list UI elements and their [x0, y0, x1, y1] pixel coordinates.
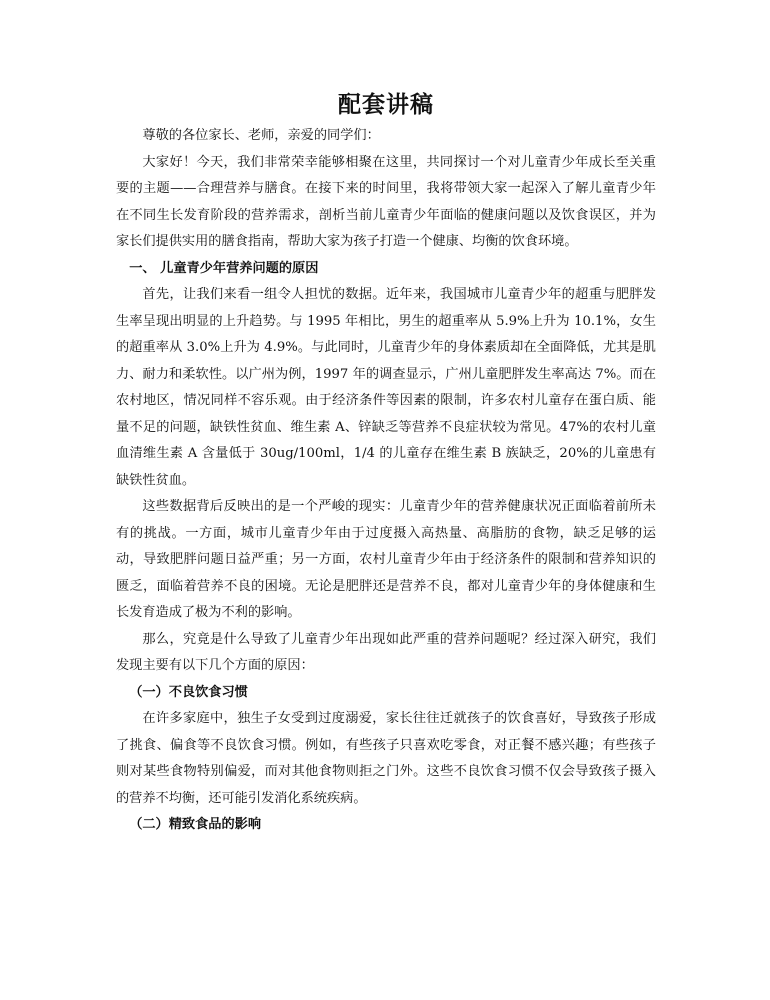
intro-paragraph: 大家好！今天，我们非常荣幸能够相聚在这里，共同探讨一个对儿童青少年成长至关重要的主题——合理营养与膳食。在接下来的时间里，我将带领大家一起深入了解儿童青少年在不同生长发育阶段的营养需求，剖析当前儿童青少年面临的健康问题以及饮食误区，并为家长们提供实用的膳食指南，帮助大家为孩子打造一个健康、均衡的饮食环境。 — [116, 154, 656, 249]
subsection-1-heading: （一）不良饮食习惯 — [129, 684, 248, 700]
document-page — [116, 88, 656, 839]
section-1-paragraph-3: 那么，究竟是什么导致了儿童青少年出现如此严重的营养问题呢？经过深入研究，我们发现主要有以下几个方面的原因： — [116, 631, 656, 673]
document-title: 配套讲稿 — [338, 91, 434, 118]
section-1-paragraph-1: 首先，让我们来看一组令人担忧的数据。近年来，我国城市儿童青少年的超重与肥胖发生率呈现出明显的上升趋势。与 1995 年相比，男生的超重率从 5.9%上升为 10.1%，女生的超重率从 3.0%上升为 4.9%。与此同时，儿童青少年的身体素质却在全面降低，尤其是肌力、耐力和柔软性。以广州为例，1997 年的调查显示，广州儿童肥胖发生率高达 7%。而在农村地区，情况同样不容乐观。由于经济条件等因素的限制，许多农村儿童存在蛋白质、能量不足的问题，缺铁性贫血、维生素 A、锌缺乏等营养不良症状较为常见。47%的农村儿童血清维生素 A 含量低于 30ug/100ml，1/4 的儿童存在维生素 B 族缺乏，20%的儿童患有缺铁性贫血。 — [116, 287, 656, 488]
subsection-2-heading: （二）精致食品的影响 — [129, 817, 262, 832]
section-1-paragraph-2: 这些数据背后反映出的是一个严峻的现实：儿童青少年的营养健康状况正面临着前所未有的挑战。一方面，城市儿童青少年由于过度摄入高热量、高脂肪的食物，缺乏足够的运动，导致肥胖问题日益严重；另一方面，农村儿童青少年由于经济条件的限制和营养知识的匮乏，面临着营养不良的困境。无论是肥胖还是营养不良，都对儿童青少年的身体健康和生长发育造成了极为不利的影响。 — [116, 499, 656, 620]
section-1-heading: 一、 儿童青少年营养问题的原因 — [129, 260, 319, 276]
subsection-1-paragraph: 在许多家庭中，独生子女受到过度溺爱，家长往往迁就孩子的饮食喜好，导致孩子形成了挑食、偏食等不良饮食习惯。例如，有些孩子只喜欢吃零食，对正餐不感兴趣；有些孩子则对某些食物特别偏爱，而对其他食物则拒之门外。这些不良饮食习惯不仅会导致孩子摄入的营养不均衡，还可能引发消化系统疾病。 — [116, 711, 656, 806]
salutation: 尊敬的各位家长、老师，亲爱的同学们： — [142, 128, 380, 143]
